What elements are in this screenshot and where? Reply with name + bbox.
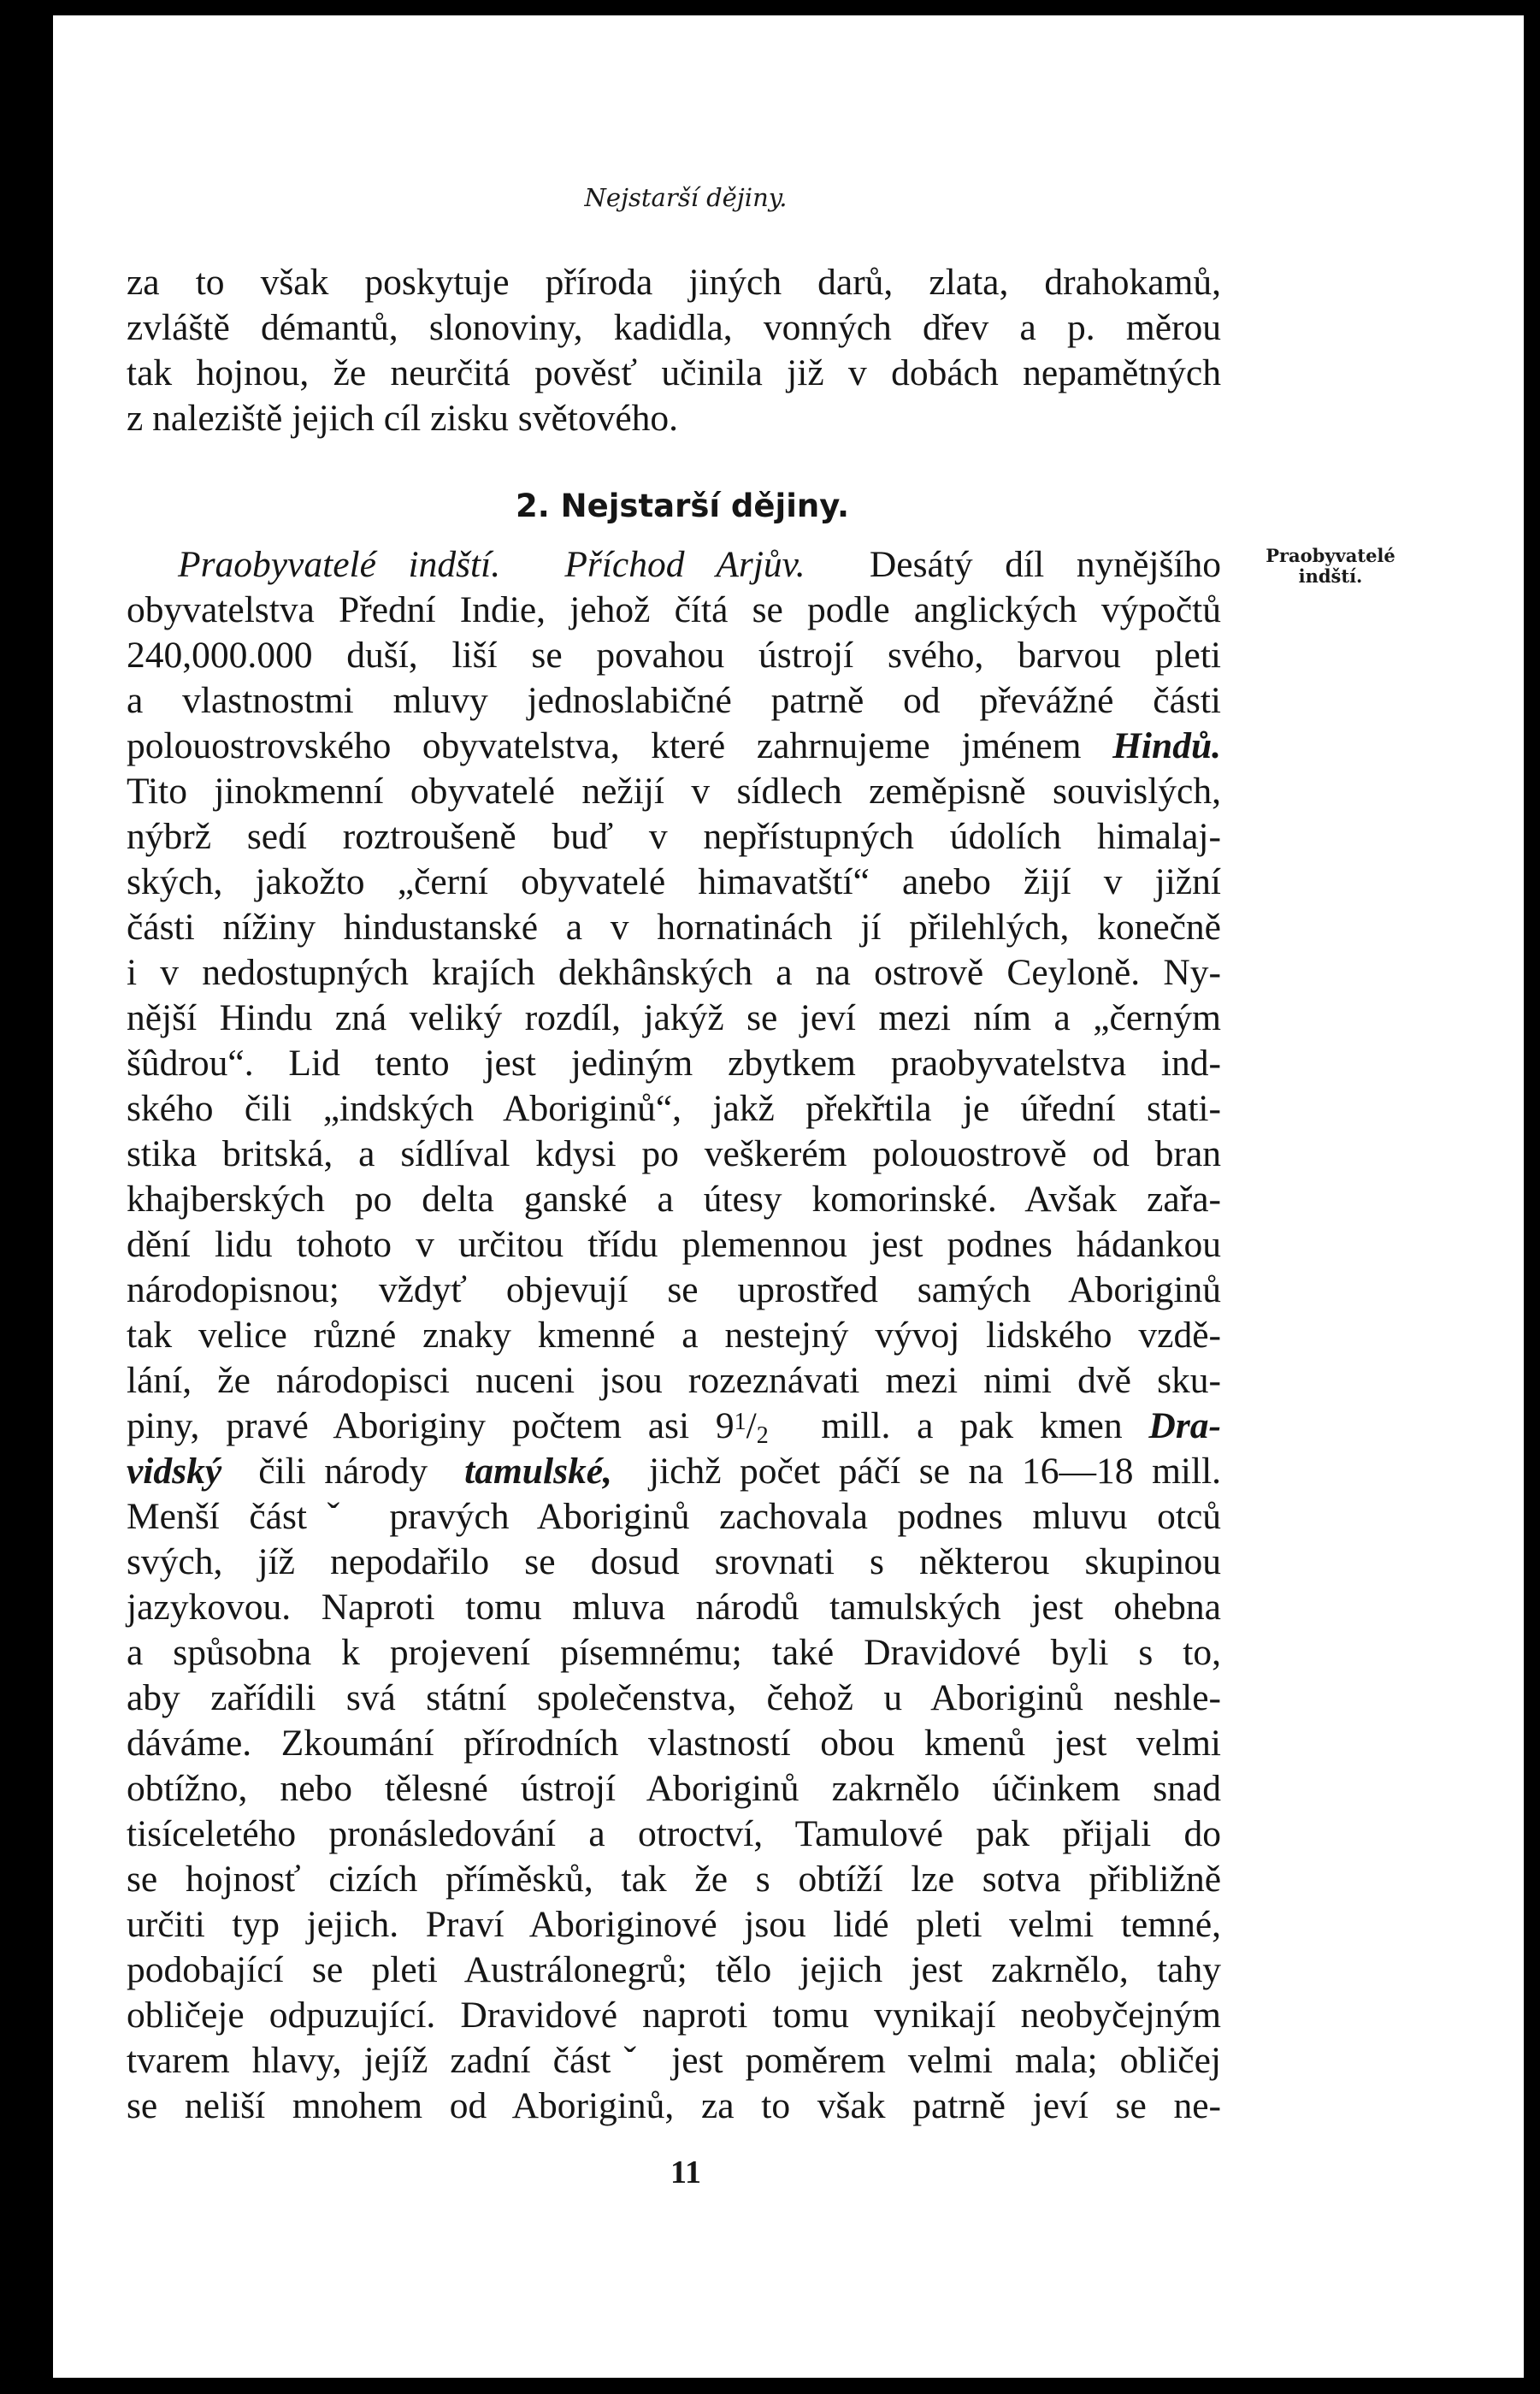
emphasis: vidský: [127, 1451, 222, 1492]
text-line: tak hojnou, že neurčitá pověsť učinila již v dobách nepamětných: [127, 352, 1221, 393]
fraction-numerator: 1: [734, 1409, 746, 1435]
text-line: aby zařídili svá státní společenstva, čehož u Aboriginů neshle-: [127, 1677, 1221, 1718]
text-line: zvláště démantů, slonoviny, kadidla, vonných dřev a p. měrou: [127, 307, 1221, 348]
text-line: nější Hindu zná veliký rozdíl, jakýž se jeví mezi ním a „černým: [127, 997, 1221, 1038]
text-line: nýbrž sedí roztroušeně buď v nepřístupných údolích himalaj-: [127, 816, 1221, 857]
page-number: 11: [670, 2155, 701, 2190]
fraction-denominator: 2: [756, 1422, 769, 1449]
book-page: [53, 15, 1524, 2378]
text-run: polouostrovského obyvatelstva, které zahrnujeme jménem: [127, 725, 1082, 766]
margin-note: [1254, 546, 1407, 587]
text-line: i v nedostupných krajích dekhânských a na ostrově Ceyloně. Ny-: [127, 952, 1221, 993]
text-line: obtížno, nebo tělesné ústrojí Aboriginů zakrnělo účinkem snad: [127, 1768, 1221, 1809]
text-line: Menší částˇ pravých Aboriginů zachovala podnes mluvu otců: [127, 1496, 1221, 1537]
text-line: obličeje odpuzující. Dravidové naproti tomu vynikají neobyčejným: [127, 1995, 1221, 2036]
text-line: části nížiny hindustanské a v hornatinách jí přilehlých, konečně: [127, 907, 1221, 948]
emphasis: Dra-: [1148, 1405, 1222, 1446]
text-line: šûdrou“. Lid tento jest jediným zbytkem praobyvatelstva ind-: [127, 1043, 1221, 1084]
text-line: se hojnosť cizích příměsků, tak že s obtíží lze sotva přibližně: [127, 1859, 1221, 1900]
text-line: za to však poskytuje příroda jiných darů, zlata, drahokamů,: [127, 262, 1221, 303]
text-run: Desátý díl nynějšího: [869, 544, 1221, 585]
text-run: piny, pravé Aboriginy počtem asi 9: [127, 1405, 735, 1446]
text-line: stika britská, a sídlíval kdysi po veškerém polouostrově od bran: [127, 1133, 1221, 1174]
text-line: podobající se pleti Austrálonegrů; tělo jejich jest zakrnělo, tahy: [127, 1949, 1221, 1990]
text-line: ských, jakožto „černí obyvatelé himavatští“ anebo žijí v jižní: [127, 861, 1221, 902]
text-line: [127, 1450, 1221, 1493]
text-line: dáváme. Zkoumání přírodních vlastností obou kmenů jest velmi: [127, 1723, 1221, 1764]
text-line: [127, 1404, 1221, 1450]
text-line: lání, že národopisci nuceni jsou rozeznávati mezi nimi dvě sku-: [127, 1360, 1221, 1401]
paragraph-heading: Praobyvatelé indští.: [178, 544, 501, 585]
text-line: 240,000.000 duší, liší se povahou ústrojí svého, barvou pleti: [127, 635, 1221, 676]
text-line: ského čili „indských Aboriginů“, jakž překřtila je úřední stati-: [127, 1088, 1221, 1129]
margin-note-line: Praobyvatelé: [1266, 545, 1395, 566]
text-line: určiti typ jejich. Praví Aboriginové jsou lidé pleti velmi temné,: [127, 1904, 1221, 1945]
fraction-slash: /: [746, 1405, 757, 1446]
text-line: tisíceletého pronásledování a otroctví, Tamulové pak přijali do: [127, 1813, 1221, 1854]
text-line: národopisnou; vždyť objevují se uprostřed samých Aboriginů: [127, 1269, 1221, 1310]
emphasis: tamulské,: [464, 1451, 612, 1492]
text-line: svých, jíž nepodařilo se dosud srovnati s některou skupinou: [127, 1541, 1221, 1582]
text-line: obyvatelstva Přední Indie, jehož čítá se podle anglických výpočtů: [127, 589, 1221, 630]
text-line: [178, 543, 1221, 586]
margin-note-line: indští.: [1298, 565, 1363, 587]
text-run: čili národy: [258, 1451, 428, 1492]
text-line: a vlastnostmi mluvy jednoslabičné patrně od převážné části: [127, 680, 1221, 721]
text-line: tak velice různé znaky kmenné a nestejný vývoj lidského vzdě-: [127, 1315, 1221, 1356]
text-run: jichž počet páčí se na 16—18 mill.: [648, 1451, 1222, 1492]
text-line: a spůsobna k projevení písemnému; také Dravidové byli s to,: [127, 1632, 1221, 1673]
text-run: mill. a pak kmen: [821, 1405, 1123, 1446]
running-head: Nejstarší dějiny.: [584, 183, 788, 212]
text-line: tvarem hlavy, jejíž zadní částˇ jest poměrem velmi mala; obličej: [127, 2040, 1221, 2081]
section-title: 2. Nejstarší dějiny.: [516, 488, 849, 524]
text-line: [127, 724, 1221, 767]
emphasis: Hindů.: [1112, 725, 1222, 766]
text-line: Tito jinokmenní obyvatelé nežijí v sídlech zeměpisně souvislých,: [127, 771, 1221, 812]
text-line: khajberských po delta ganské a útesy komorinské. Avšak zařa-: [127, 1179, 1221, 1220]
text-line: z naleziště jejich cíl zisku světového.: [127, 398, 679, 439]
paragraph-heading: Příchod Arjův.: [564, 544, 805, 585]
text-line: se neliší mnohem od Aboriginů, za to však patrně jeví se ne-: [127, 2085, 1221, 2126]
text-line: dění lidu tohoto v určitou třídu plemennou jest podnes hádankou: [127, 1224, 1221, 1265]
text-line: jazykovou. Naproti tomu mluva národů tamulských jest ohebna: [127, 1587, 1221, 1628]
